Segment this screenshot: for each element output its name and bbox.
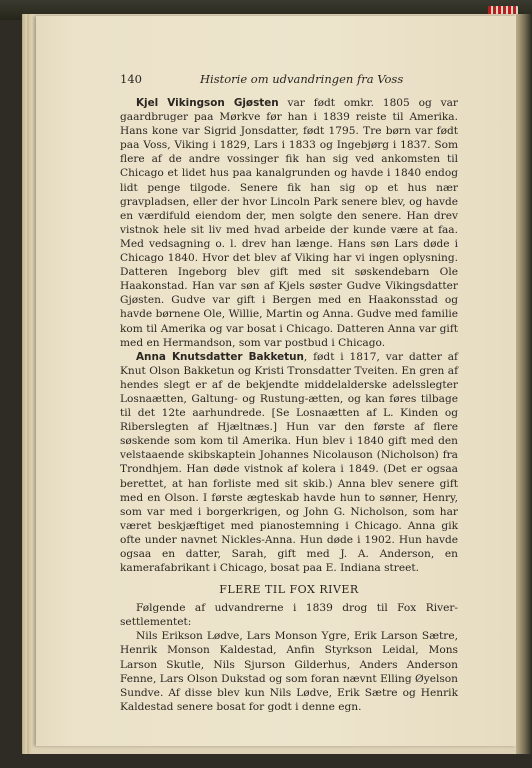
page-number: 140	[120, 72, 142, 86]
section-title: FLERE TIL FOX RIVER	[219, 583, 359, 597]
paragraph-bakketun	[120, 350, 458, 576]
section-intro: Følgende af udvandrerne i 1839 drog til Fox River-settlementet:	[120, 602, 458, 629]
person-name: Kjel Vikingson Gjøsten	[136, 97, 279, 109]
page-text	[120, 72, 458, 714]
section-names-list: Nils Erikson Lødve, Lars Monson Ygre, Erik Larson Sætre, Henrik Monson Kaldestad, Anfin Styrkson Leidal, Mons Larson Skutle, Nils Sjurson Gilderhus, Anders Anderson Fenne, Lars Olson Dukstad og som foran nævnt Elling Øyelson Sundve. Af disse blev kun Nils Lødve, Erik Sætre og Henrik Kaldestad senere bosat for godt i denne egn.	[120, 630, 458, 713]
paragraph-gjosten	[120, 96, 458, 350]
running-head: Historie om udvandringen fra Voss	[200, 72, 404, 86]
paragraph-text: var født omkr. 1805 og var gaardbruger paa Mørkve før han i 1839 reiste til Amerika. Hans kone var Sigrid Jonsdatter, født 1795. Tre børn var født paa Voss, Viking i 1829, Lars i 1833 og Ingebjørg i 1837. Som flere af de andre vossinger fik han sig ved ankomsten til Chicago et lidet hus paa kanalgrunden og havde i 1840 endog lidt penge tilgode. Senere fik han sig op et hus nær gravpladsen, eller der hvor Lincoln Park senere blev, og havde en værdifuld eiendom der, men solgte den senere. Han drev vistnok hele sit liv med hvad arbeide der kunde være at faa. Med vedsagning o. l. drev han længe. Hans søn Lars døde i Chicago 1840. Hvor det blev af Viking har vi ingen oplysning. Datteren Ingeborg blev gift med sit søskendebarn Ole Haakonstad. Han var søn af Kjels søster Gudve Vikingsdatter Gjøsten. Gudve var gift i Bergen med en Haakonsstad og havde børnene Ole, Willie, Martin og Anna. Gudve med familie kom til Amerika og var bosat i Chicago. Datteren Anna var gift med en Hermandson, som var postbud i Chicago.	[120, 97, 458, 349]
book-spine-edge	[516, 14, 532, 754]
page-header	[120, 72, 458, 86]
person-name: Anna Knutsdatter Bakketun	[136, 350, 304, 363]
paragraph-text: , født i 1817, var datter af Knut Olson Bakketun og Kristi Tronsdatter Tveiten. En gren af hendes slegt er af de bekjendte middelalderske adelsslegter Losnaætten, Galtung- og Rustung-ætten, og kan føres tilbage til det 12te aarhundrede. [Se Losnaætten af L. Kinden og Riberslegten af Hjæltnæs.] Hun var den første af flere søskende som kom til Amerika. Hun blev i 1840 gift med den velstaaende skibskaptein Johannes Nicolauson (Nicholson) fra Trondhjem. Han døde vistnok af kolera i 1849. (Det er ogsaa berettet, at han forliste med sit skib.) Anna blev senere gift med en Olson. I første ægteskab havde hun to sønner, Henry, som var med i borgerkrigen, og John G. Nicholson, som har været beskjæftiget med pianostemning i Chicago. Anna gik ofte under navnet Nickles-Anna. Hun døde i 1902. Hun havde ogsaa en datter, Sarah, gift med J. A. Anderson, en kamerafabrikant i Chicago, bosat paa E. Indiana street.	[120, 350, 458, 575]
